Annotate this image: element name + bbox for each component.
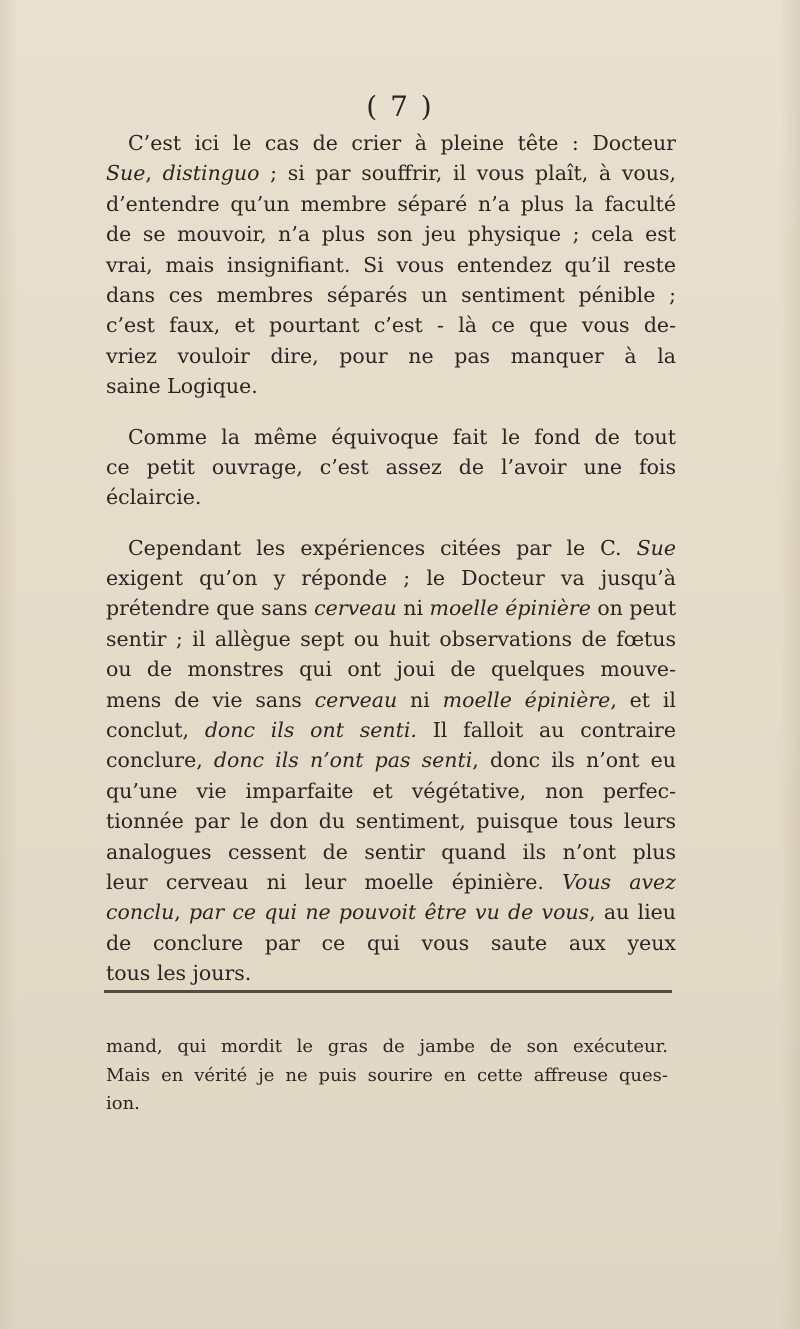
text-run: ou de monstres qui ont joui de quelques mouve- <box>106 657 676 682</box>
text-run: Il falloit au contraire <box>416 718 676 743</box>
text-run: analogues cessent de sentir quand ils n’ont plus <box>106 839 676 864</box>
text-line <box>106 654 676 684</box>
text-run: conclut, <box>106 718 205 743</box>
text-line <box>106 158 676 188</box>
text-line <box>106 867 676 897</box>
text-run: leur cerveau ni leur moelle épinière. <box>106 869 563 894</box>
text-line <box>106 482 676 512</box>
text-run: exigent qu’on y réponde ; le Docteur va jusqu’à <box>106 566 676 591</box>
text-run: Mais en vérité je ne puis sourire en cette affreuse ques- <box>106 1064 668 1086</box>
italic-text: Sue <box>106 161 146 186</box>
text-run: de conclure par ce qui vous saute aux yeux <box>106 930 676 955</box>
page-number: ( 7 ) <box>366 90 434 123</box>
text-run: , et il <box>610 687 676 712</box>
text-run: conclure, <box>106 748 214 773</box>
text-line <box>106 219 676 249</box>
text-run: , <box>145 161 163 186</box>
text-run: vriez vouloir dire, pour ne pas manquer à la <box>106 343 676 368</box>
footnote <box>106 1033 668 1119</box>
italic-text: moelle épinière <box>429 596 591 621</box>
italic-text: cerveau <box>314 596 397 621</box>
italic-text: cerveau <box>314 687 398 712</box>
text-run: , au lieu <box>589 900 676 925</box>
text-line <box>106 776 676 806</box>
text-line <box>106 1033 668 1062</box>
text-line <box>106 928 676 958</box>
text-line <box>106 310 676 340</box>
text-line <box>106 715 676 745</box>
text-run: ce petit ouvrage, c’est assez de l’avoir une fois <box>106 454 676 479</box>
italic-text: distinguo <box>162 161 260 186</box>
italic-text: par ce qui ne pouvoit être vu de vous <box>189 900 590 925</box>
text-line <box>106 371 676 401</box>
paragraph <box>106 128 676 402</box>
text-line <box>106 593 676 623</box>
text-line <box>106 452 676 482</box>
paragraph <box>106 533 676 989</box>
text-line <box>106 422 676 452</box>
text-line <box>106 563 676 593</box>
text-line <box>106 1062 668 1091</box>
text-run: Comme la même équivoque fait le fond de tout <box>128 424 676 449</box>
text-run: de se mouvoir, n’a plus son jeu physique ; cela est <box>106 222 676 247</box>
text-line <box>106 685 676 715</box>
italic-text: moelle épinière <box>442 687 611 712</box>
italic-text: donc ils n’ont pas senti <box>213 748 473 773</box>
text-line <box>106 806 676 836</box>
text-line <box>106 624 676 654</box>
text-line <box>106 341 676 371</box>
italic-text: Vous avez <box>562 869 676 894</box>
text-line <box>106 1090 668 1119</box>
text-line <box>106 533 676 563</box>
text-run: ni <box>396 596 430 621</box>
text-run: , <box>174 900 190 925</box>
text-run: tionnée par le don du sentiment, puisque tous leurs <box>106 809 676 834</box>
text-run: éclaircie. <box>106 485 202 510</box>
text-run: ni <box>397 687 443 712</box>
text-run: on peut <box>590 596 677 621</box>
text-line <box>106 189 676 219</box>
text-run: vrai, mais insignifiant. Si vous entendez qu’il reste <box>106 252 676 277</box>
text-run: c’est faux, et pourtant c’est - là ce que vous de- <box>106 313 676 338</box>
italic-text: donc ils ont senti. <box>204 718 417 743</box>
text-run: , donc ils n’ont eu <box>472 748 677 773</box>
text-run: tous les jours. <box>106 961 252 986</box>
text-run: d’entendre qu’un membre séparé n’a plus la faculté <box>106 191 676 216</box>
main-text <box>106 128 676 989</box>
italic-text: conclu <box>106 900 175 925</box>
text-run: C’est ici le cas de crier à pleine tête : Docteur <box>128 131 676 155</box>
italic-text: Sue <box>636 535 676 560</box>
text-run: ion. <box>106 1093 140 1114</box>
text-line <box>106 250 676 280</box>
text-run: dans ces membres séparés un sentiment pénible ; <box>106 282 676 307</box>
text-line <box>106 280 676 310</box>
footnote-rule <box>104 990 672 993</box>
text-run: Cependant les expériences citées par le C. <box>128 535 637 560</box>
paragraph <box>106 422 676 513</box>
text-run: prétendre que sans <box>106 596 315 621</box>
text-line <box>106 897 676 927</box>
text-line <box>106 958 676 988</box>
text-run: mens de vie sans <box>106 687 315 712</box>
text-line <box>106 837 676 867</box>
text-run: ; si par souffrir, il vous plaît, à vous, <box>259 161 676 186</box>
text-run: saine Logique. <box>106 374 258 399</box>
text-line <box>106 745 676 775</box>
text-run: sentir ; il allègue sept ou huit observations de fœtus <box>106 626 676 651</box>
text-line <box>106 128 676 158</box>
text-run: mand, qui mordit le gras de jambe de son exécuteur. <box>106 1036 668 1057</box>
text-run: qu’une vie imparfaite et végétative, non perfec- <box>106 778 676 803</box>
